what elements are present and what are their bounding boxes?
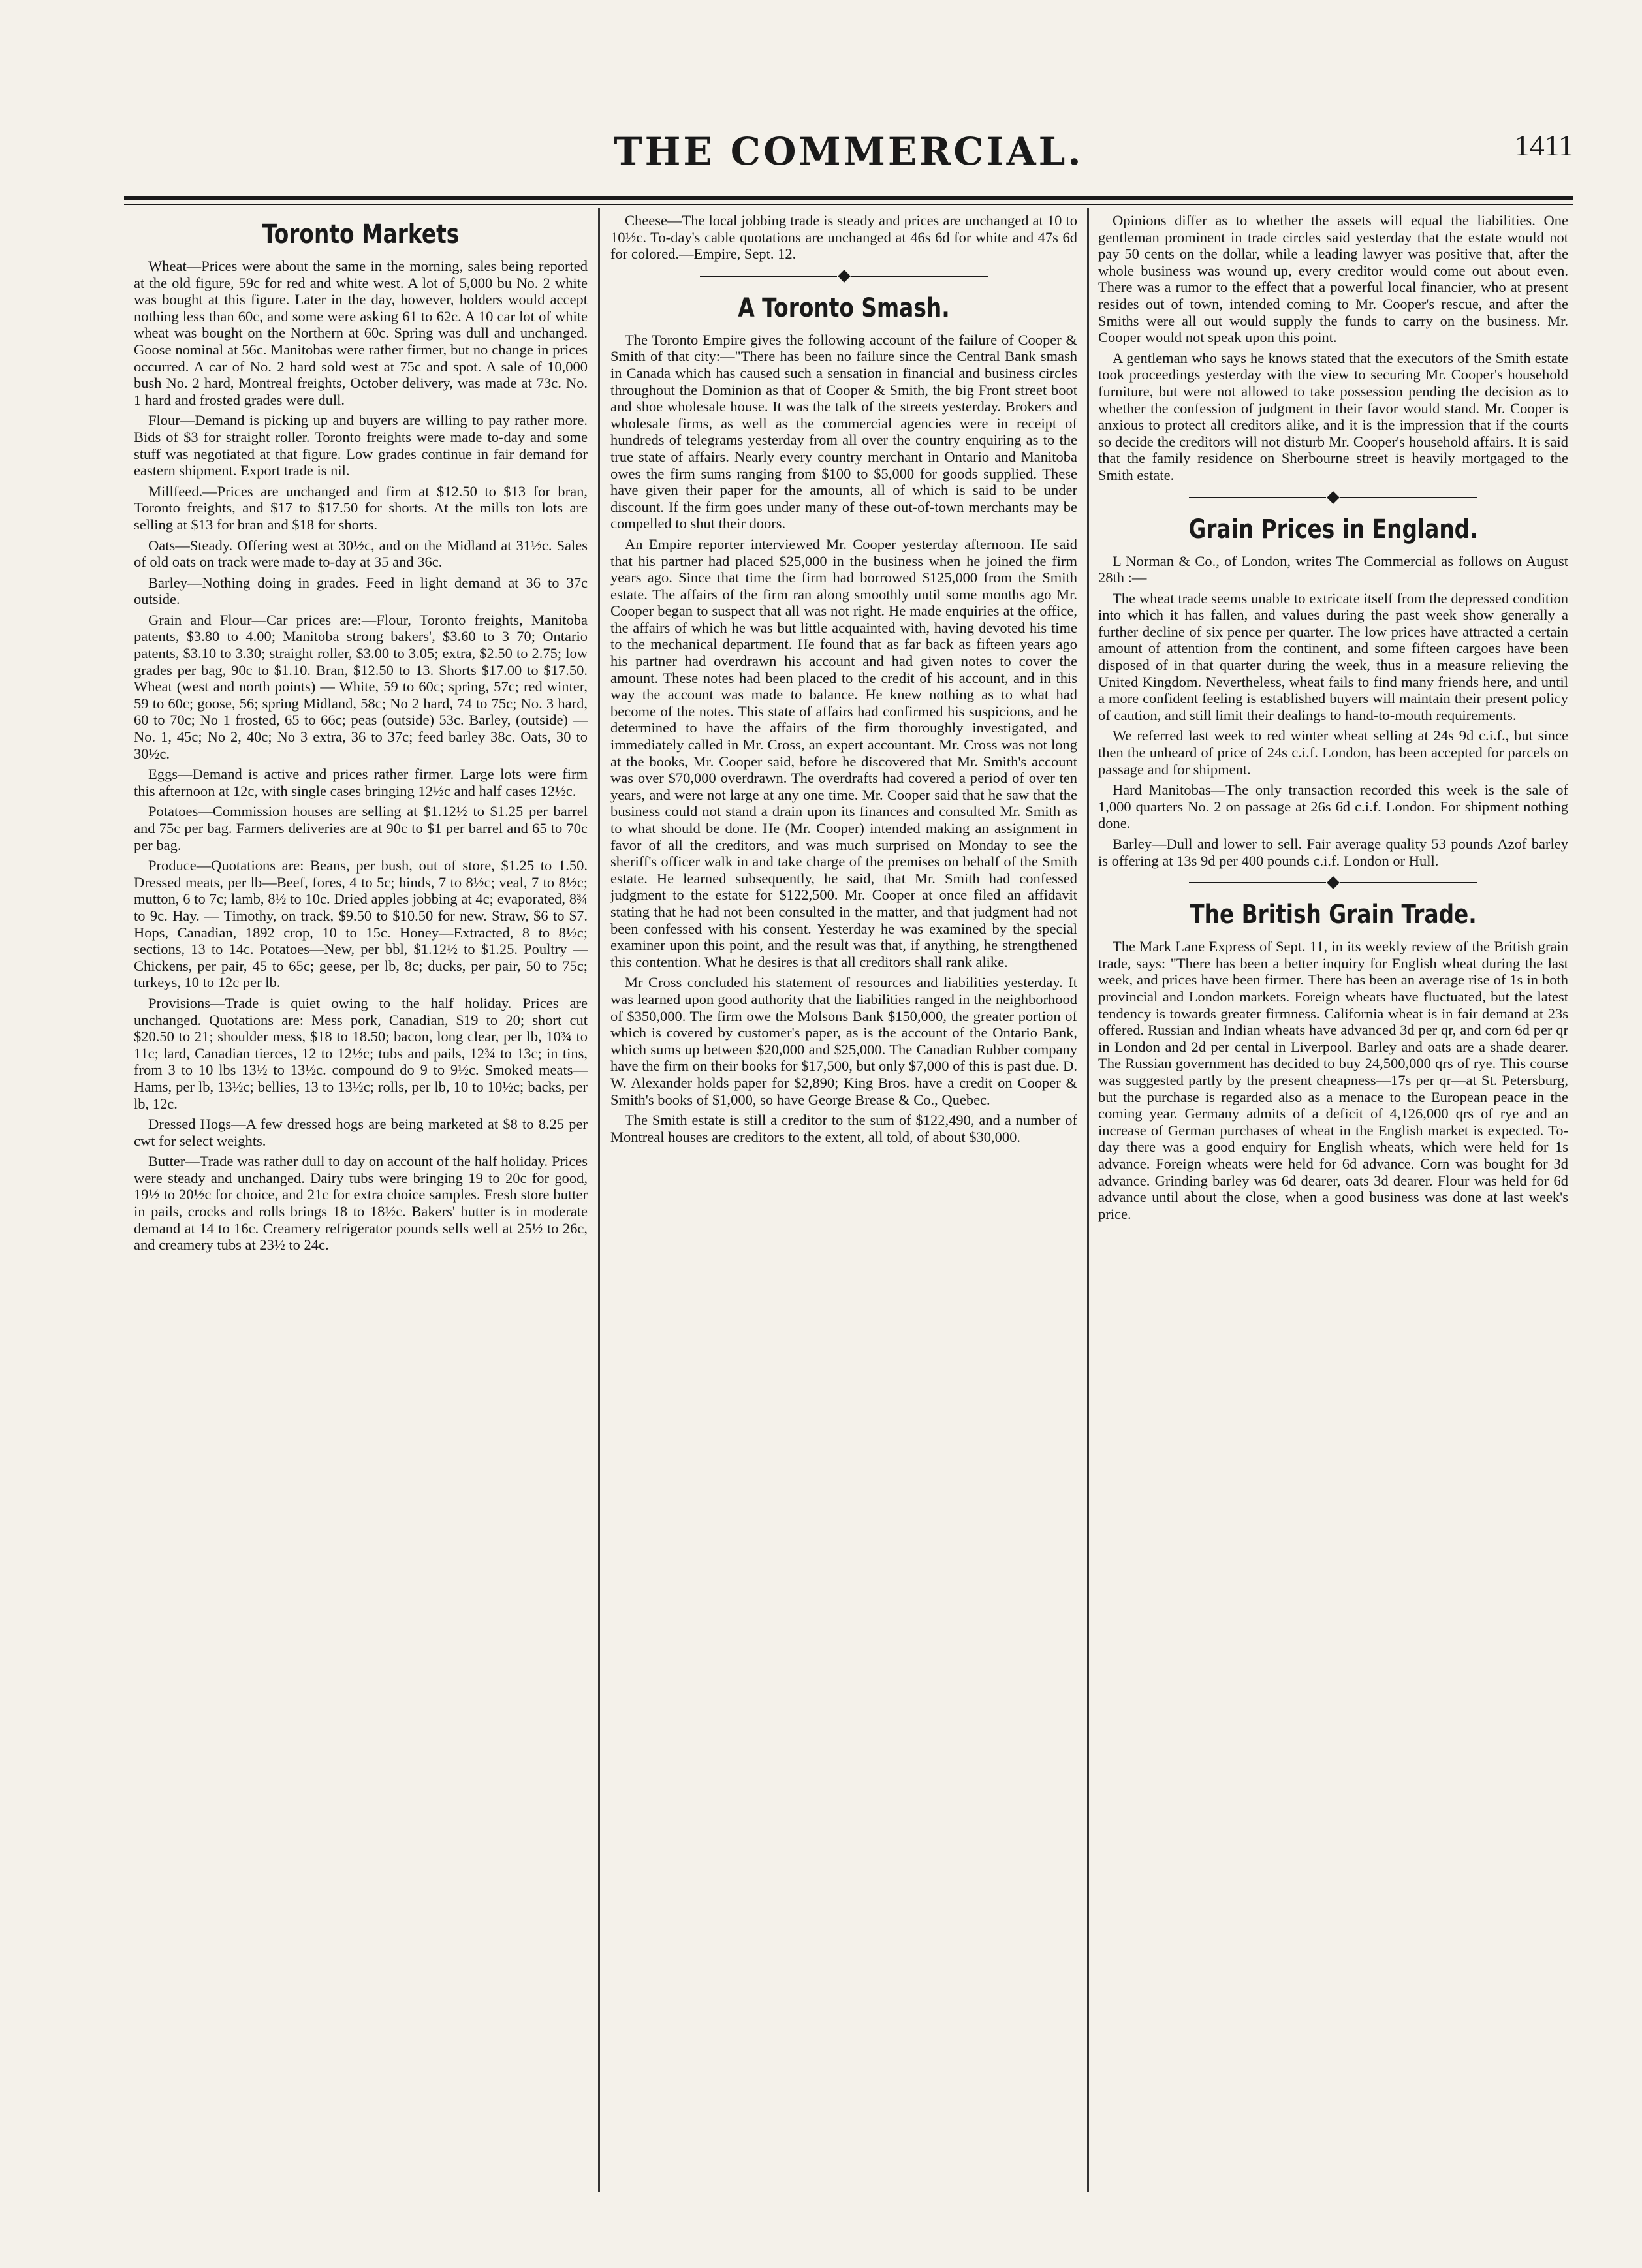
paragraph-cheese: Cheese—The local jobbing trade is steady and prices are unchanged at 10 to 10½c. To-day's cable quotations are unchanged at 46s 6d for white and 47s 6d for colored.—Empire, Sept. 12. bbox=[610, 212, 1077, 262]
paragraph-smash-creditors: The Smith estate is still a creditor to the sum of $122,490, and a number of Montreal houses are creditors to the extent, all told, of about $30,000. bbox=[610, 1112, 1077, 1145]
paragraph-butter: Butter—Trade was rather dull to day on account of the half holiday. Prices were steady and unchanged. Dairy tubs were bringing 19 to 20c for good, 19½ to 20½c for choice, and 21c for extra choice samples. Fresh store butter in pails, crocks and rolls brings 18 to 18½c. Bakers' butter is in moderate demand at 14 to 16c. Creamery refrigerator pounds sells well at 25½ to 26c, and creamery tubs at 23½ to 24c. bbox=[134, 1153, 588, 1253]
newspaper-title: THE COMMERCIAL. bbox=[614, 129, 1084, 174]
paragraph-smash-liabilities: Mr Cross concluded his statement of resources and liabilities yesterday. It was learned upon good authority that the liabilities ranged in the neighborhood of $350,000. The firm owe the Molsons Bank $150,000, the greater portion of which is covered by customer's paper, as is the account of the Ontario Bank, which sums up between $20,000 and $25,000. The Canadian Rubber company have the firm on their books for $17,500, but only $7,000 of this is past due. D. W. Alexander holds paper for $2,890; King Bros. have a credit on Cooper & Smith's books of $1,000, so have George Brease & Co., Quebec. bbox=[610, 974, 1077, 1108]
paragraph-potatoes: Potatoes—Commission houses are selling at $1.12½ to $1.25 per barrel and 75c per bag. Farmers deliveries are at 90c to $1 per barrel and 65 to 70c per bag. bbox=[134, 803, 588, 853]
paragraph-dressed-hogs: Dressed Hogs—A few dressed hogs are being marketed at $8 to 8.25 per cwt for select weights. bbox=[134, 1116, 588, 1149]
header-rule bbox=[124, 196, 1573, 200]
page-number: 1411 bbox=[1514, 129, 1573, 162]
paragraph-eggs: Eggs—Demand is active and prices rather firmer. Large lots were firm this afternoon at 12c, with single cases bringing 12½c and half cases 12½c. bbox=[134, 766, 588, 799]
header-rule-thin bbox=[124, 204, 1573, 205]
paragraph-norman-letter: L Norman & Co., of London, writes The Commercial as follows on August 28th :— bbox=[1098, 552, 1568, 586]
paragraph-opinions: Opinions differ as to whether the assets will equal the liabilities. One gentleman prominent in trade circles said yesterday that the estate would not pay 50 cents on the dollar, while a leading lawyer was positive that, after the whole business was wound up, every creditor would come out about even. There was a rumor to the effect that a powerful local financier, who at present resides out of town, intended coming to Mr. Cooper's rescue, and after the Smiths were all out would supply the funds to carry on the business. Mr. Cooper would not speak upon this point. bbox=[1098, 212, 1568, 346]
section-separator bbox=[610, 266, 1077, 286]
heading-grain-prices-england: Grain Prices in England. bbox=[1188, 514, 1478, 544]
paragraph-barley: Barley—Nothing doing in grades. Feed in light demand at 36 to 37c outside. bbox=[134, 574, 588, 608]
column-divider bbox=[598, 208, 600, 2192]
masthead bbox=[124, 124, 1573, 183]
paragraph-gentleman: A gentleman who says he knows stated that the executors of the Smith estate took proceedings yesterday with the view to securing Mr. Cooper's household furniture, but were not allowed to take possession pending the decision as to whether the confession of judgment in their favor would stand. Mr. Cooper is anxious to protect all creditors alike, and it is the impression that if the courts so decide the creditors will not disturb Mr. Cooper's household affairs. It is said that the family residence on Sherbourne street is heavily mortgaged to the Smith estate. bbox=[1098, 349, 1568, 483]
paragraph-wheat: Wheat—Prices were about the same in the morning, sales being reported at the old figure, 59c for red and white west. A lot of 5,000 bu No. 2 white was bought at this figure. Later in the day, however, holders would accept nothing less than 60c, and some were asking 61 to 62c. A 10 car lot of white wheat was bought on the Northern at 60c. Spring was dull and unchanged. Goose nominal at 56c. Manitobas were rather firmer, but no change in prices occurred. A car of No. 2 hard sold west at 75c and spot. A sale of 10,000 bush No. 2 hard, Montreal freights, October delivery, was made at 73c. No. 1 hard and frosted grades were dull. bbox=[134, 258, 588, 408]
column-1 bbox=[134, 212, 588, 2197]
heading-toronto-markets: Toronto Markets bbox=[262, 219, 460, 249]
section-separator bbox=[1098, 488, 1568, 507]
heading-toronto-smash: A Toronto Smash. bbox=[738, 292, 950, 323]
paragraph-smash-intro: The Toronto Empire gives the following account of the failure of Cooper & Smith of that city:—"There has been no failure since the Central Bank smash in Canada which has caused such a sensation in financial and business circles throughout the Dominion as that of Cooper & Smith, the big Front street boot and shoe wholesale house. It was the talk of the streets yesterday. Brokers and wholesale firms, as well as the commercial agencies were in receipt of hundreds of telegrams yesterday from all over the country enquiring as to the true state of affairs. Nearly every country merchant in Ontario and Manitoba owes the firm sums ranging from $100 to $5,000 for goods supplied. These have given their paper for the amounts, all of which is said to be under discount. If the firm goes under many of these out-of-town merchants may be compelled to shut their doors. bbox=[610, 331, 1077, 532]
paragraph-barley-england: Barley—Dull and lower to sell. Fair average quality 53 pounds Azof barley is offering at 13s 9d per 400 pounds c.i.f. London or Hull. bbox=[1098, 836, 1568, 869]
column-divider bbox=[1087, 208, 1089, 2192]
paragraph-oats: Oats—Steady. Offering west at 30½c, and on the Midland at 31½c. Sales of old oats on track were made to-day at 35 and 36c. bbox=[134, 537, 588, 571]
paragraph-millfeed: Millfeed.—Prices are unchanged and firm at $12.50 to $13 for bran, Toronto freights, and $17 to $17.50 for shorts. At the mills ton lots are selling at $13 for bran and $18 for shorts. bbox=[134, 482, 588, 533]
paragraph-smash-interview: An Empire reporter interviewed Mr. Cooper yesterday afternoon. He said that his partner had placed $25,000 in the business when he joined the firm years ago. Since that time the firm had borrowed $125,000 from the Smith estate. The affairs of the firm ran along smoothly until some months ago Mr. Cooper began to suspect that all was not right. He made enquiries at the office, the affairs of which he was but little acquainted with, having devoted his time to the mechanical department. He found that as far back as fifteen years ago his partner had overdrawn his account and had given notes to cover the amount. These notes had been placed to the credit of his account, and in this way the account was made to balance. He knew nothing as to what had become of the notes. This state of affairs had confirmed his suspicions, and he determined to have the affairs of the firm thoroughly investigated, and immediately called in Mr. Cross, an expert accountant. Mr. Cross was not long at the books, Mr. Cooper said, before he discovered that Mr. Smith's account was over $70,000 overdrawn. The overdrafts had covered a period of over ten years, and were not large at any one time. Mr. Cooper said that he saw that the business could not stand a drain upon its finances and consulted Mr. Smith as to what should be done. He (Mr. Cooper) intended making an assignment in favor of all the creditors, and was much surprised on Monday to see the sheriff's officer walk in and take charge of the premises on behalf of the Smith estate. He learned subsequently, he said, that Mr. Smith had confessed judgment to the estate for $122,500. Mr. Cooper at once filed an affidavit stating that he had not been consulted in the matter, and that judgment had not been confessed with his consent. Yesterday he was examined by the special examiner upon this point, and the result was that, if anything, he strengthened this contention. What he desires is that all creditors shall rank alike. bbox=[610, 535, 1077, 970]
paragraph-grain-flour: Grain and Flour—Car prices are:—Flour, Toronto freights, Manitoba patents, $3.80 to 4.00; Manitoba strong bakers', $3.60 to 3 70; Ontario patents, $3.10 to 3.30; straight roller, $3.00 to 3.05; extra, $2.50 to 2.75; low grades per bag, 90c to $1.10. Bran, $12.50 to 13. Shorts $17.00 to $17.50. Wheat (west and north points) — White, 59 to 60c; spring, 57c; red winter, 59 to 60c; goose, 56; spring Midland, 58c; No 2 hard, 74 to 75c; No. 3 hard, 60 to 70c; No 1 frosted, 65 to 66c; peas (outside) 53c. Barley, (outside) — No. 1, 45c; No 2, 40c; No 3 extra, 36 to 37c; feed barley 38c. Oats, 30 to 30½c. bbox=[134, 611, 588, 762]
column-3 bbox=[1098, 212, 1568, 2197]
section-separator bbox=[1098, 873, 1568, 892]
paragraph-red-winter: We referred last week to red winter wheat selling at 24s 9d c.i.f., but since then the unheard of price of 24s c.i.f. London, has been accepted for parcels on passage and for shipment. bbox=[1098, 727, 1568, 778]
paragraph-mark-lane: The Mark Lane Express of Sept. 11, in its weekly review of the British grain trade, says: "There has been a better inquiry for English wheat during the last week, and prices have been firmer. There has been an average rise of 1s in both provincial and London markets. Foreign wheats have fluctuated, but the latest tendency is towards greater firmness. California wheat is in fair demand at 23s offered. Russian and Indian wheats have advanced 3d per qr, and corn 6d per qr in London and 2d per cental in Liverpool. Barley and oats are a shade dearer. The Russian government has decided to buy 24,500,000 qrs of rye. This course was suggested partly by the present cheapness—17s per qr—at St. Petersburg, but the purchase is regarded also as a menace to the European peace in the coming year. Germany admits of a deficit of 4,126,000 qrs of rye and an increase of German purchases of wheat in the English market is expected. To-day there was a good enquiry for English wheats, which were held for 1s advance. Foreign wheats were held for 6d advance. Corn was bought for 3d advance. Grinding barley was 6d dearer, oats 3d dearer. Flour was held for 6d advance until about the close, when a good business was done at last week's price. bbox=[1098, 938, 1568, 1222]
paragraph-produce: Produce—Quotations are: Beans, per bush, out of store, $1.25 to 1.50. Dressed meats, per lb—Beef, fores, 4 to 5c; hinds, 7 to 8½c; veal, 7 to 8½c; mutton, 6 to 7c; lamb, 8½ to 10c. Dried apples jobbing at 4c; evaporated, 8¾ to 9c. Hay. — Timothy, on track, $9.50 to $10.50 for new. Straw, $6 to $7. Hops, Canadian, 1892 crop, 10 to 15c. Honey—Extracted, 8 to 8½c; sections, 13 to 14c. Potatoes—New, per bbl, $1.12½ to $1.25. Poultry —Chickens, per pair, 45 to 65c; geese, per lb, 8c; ducks, per pair, 50 to 75c; turkeys, 10 to 12c per lb. bbox=[134, 857, 588, 991]
paragraph-provisions: Provisions—Trade is quiet owing to the half holiday. Prices are unchanged. Quotations are: Mess pork, Canadian, $19 to 20; short cut $20.50 to 21; shoulder mess, $18 to 18.50; bacon, long clear, per lb, 10¾ to 11c; lard, Canadian tierces, 12 to 12½c; tubs and pails, 12¾ to 13c; in tins, from 3 to 10 lbs 13½ to 13½c. compound do 9 to 9½c. Smoked meats—Hams, per lb, 13½c; bellies, 13 to 13½c; rolls, per lb, 10 to 10½c; backs, per lb, 12c. bbox=[134, 994, 588, 1112]
paragraph-wheat-trade: The wheat trade seems unable to extricate itself from the depressed condition into which it has fallen, and values during the past week show generally a further decline of six pence per quarter. The low prices have attracted a certain amount of attention from the continent, and some fifteen cargoes have been disposed of in that quarter during the week, thus in a measure relieving the United Kingdom. Nevertheless, wheat fails to find many friends here, and until a more confident feeling is established buyers will maintain their present policy of caution, and still limit their dealings to hand-to-mouth requirements. bbox=[1098, 590, 1568, 723]
heading-british-grain-trade: The British Grain Trade. bbox=[1190, 900, 1477, 930]
paragraph-flour: Flour—Demand is picking up and buyers are willing to pay rather more. Bids of $3 for straight roller. Toronto freights were made to-day and some stuff was negotiated at that figure. Low grades continue in fair demand for eastern shipment. Export trade is nil. bbox=[134, 412, 588, 479]
column-2 bbox=[610, 212, 1077, 2197]
paragraph-hard-manitobas: Hard Manitobas—The only transaction recorded this week is the sale of 1,000 quarters No. 2 on passage at 26s 6d c.i.f. London. For shipment nothing done. bbox=[1098, 781, 1568, 832]
